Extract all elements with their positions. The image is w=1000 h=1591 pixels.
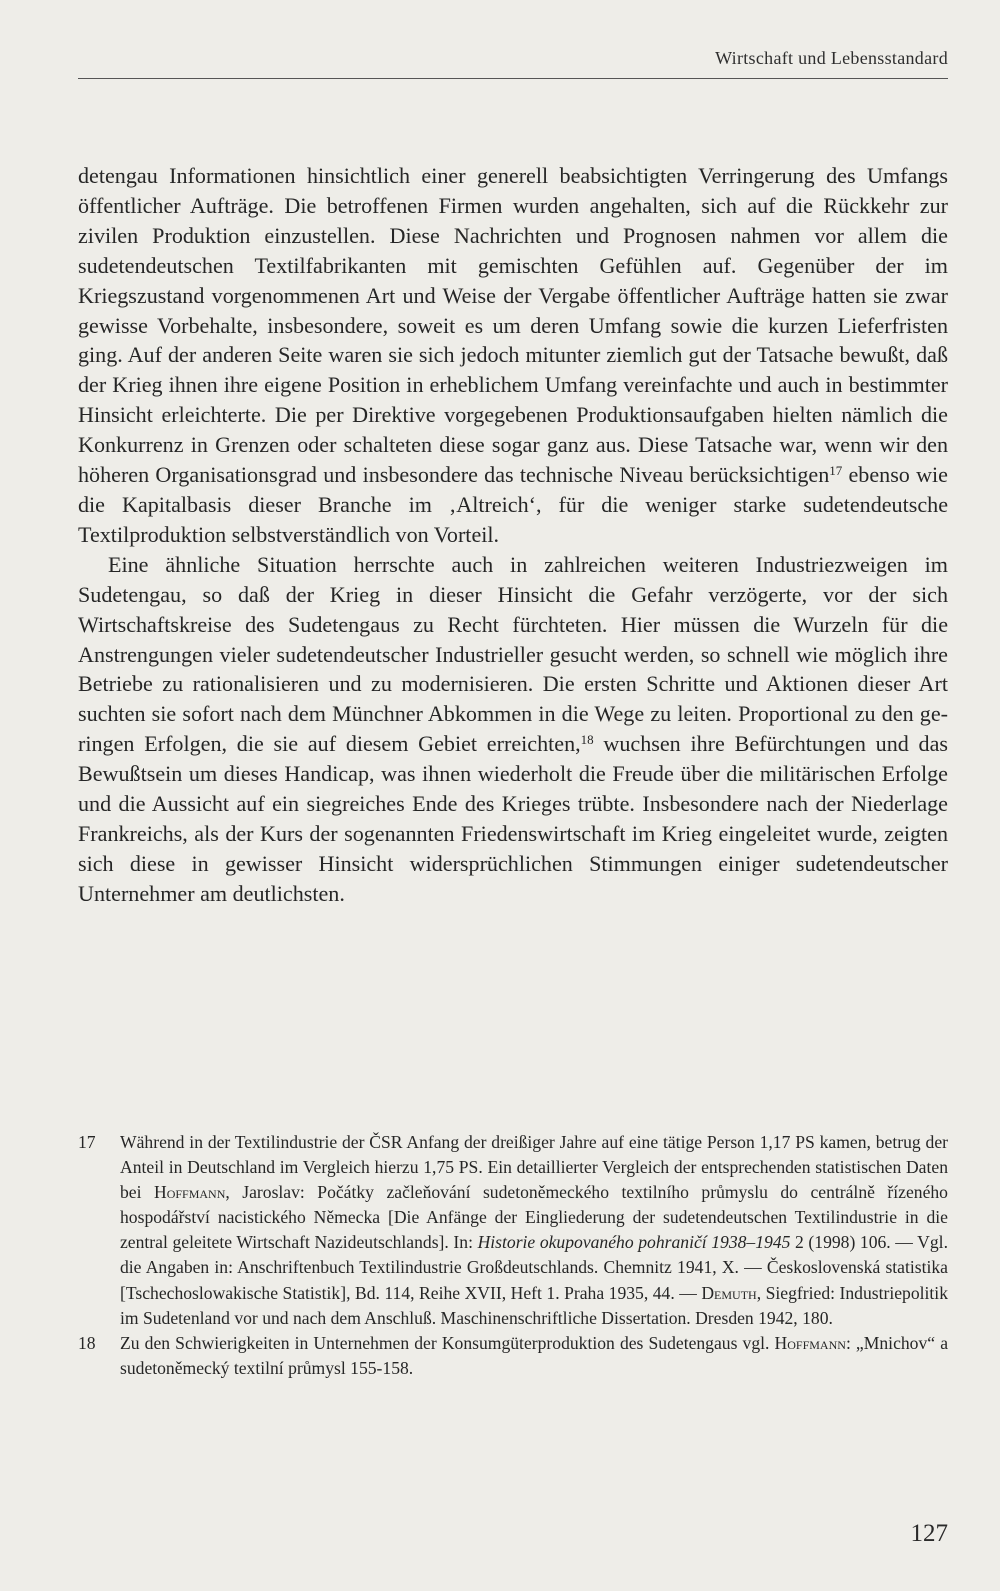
footnote-text: Während in der Textilindustrie der ČSR Anfang der dreißiger Jahre auf eine tätige Person 1,17 PS kamen, betrug der Anteil in Deutschland im Vergleich hierzu 1,75 PS. Ein detaillierter Vergleich der entsprechenden statistischen Daten bei Hoffmann, Jaroslav: Počátky začleňování sudetoněmeckého textilního průmyslu do centrálně řízeného hospodářství nacistického Německa [Die Anfänge der Eingliederung der sudetendeutschen Textilindustrie in die zentral geleitete Wirtschaft Nazideutschlands]. In: Historie okupovaného pohraničí 1938–1945 2 (1998) 106. — Vgl. die Angaben in: Anschriftenbuch Textilindustrie Großdeutschlands. Chemnitz 1941, X. — Československá statistika [Tschechoslowakische Statistik], Bd. 114, Reihe XVII, Heft 1. Praha 1935, 44. — Demuth, Siegfried: Industriepolitik im Sudetenland vor und nach dem Anschluß. Maschinenschriftliche Dissertation. Dresden 1942, 180. — [120, 1132, 948, 1328]
footnotes — [78, 1130, 948, 1381]
footnote-17 — [78, 1130, 948, 1331]
footnote-ref-18[interactable]: 18 — [580, 732, 594, 748]
page-number: 127 — [910, 1520, 948, 1547]
author-name: Demuth — [701, 1282, 757, 1303]
journal-title: Historie okupovaného pohraničí 1938–1945 — [477, 1232, 791, 1253]
paragraph-2: Eine ähnliche Situation herrschte auch in zahlreichen weiteren Industriezweigen im Sudetengau, so daß der Krieg in dieser Hinsicht die Gefahr verzögerte, vor der sich Wirtschaftskreise des Sudetengaus zu Recht fürchteten. Hier müssen die Wurzeln für die Anstrengungen vieler sudetendeutscher Industrieller gesucht werden, so schnell wie möglich ihre Betriebe zu rationalisieren und zu modernisieren. Die ersten Schritte und Aktionen dieser Art suchten sie sofort nach dem Münchner Abkommen in die Wege zu leiten. Proportional zu den geringen Erfolgen, die sie auf diesem Gebiet erreichten,$^{18}$ wuchsen ihre Befürchtungen und das Bewußtsein um dieses Handicap, was ihnen wiederholt die Freude über die militärischen Erfolge und die Aussicht auf ein siegreiches Ende des Krieges trübte. Insbesondere nach der Niederlage Frankreichs, als der Kurs der sogenannten Friedenswirtschaft im Krieg eingeleitet wurde, zeigten sich diese in gewisser Hinsicht widersprüchlichen Stimmungen einiger sudetendeutscher Unternehmer am deutlichsten. — [78, 551, 949, 906]
author-name: Hoffmann — [774, 1332, 846, 1353]
footnote-number: 17 — [78, 1132, 96, 1152]
paragraph-1: detengau Informationen hinsichtlich einer generell beabsichtigten Verringerung des Umfangs öffentlicher Aufträge. Die betroffenen Firmen wurden angehalten, sich auf die Rückkehr zur zivilen Produktion einzustellen. Diese Nachrichten und Prognosen nahmen vor allem die sudetendeutschen Textilfabrikanten mit gemischten Gefühlen auf. Gegenüber der im Kriegszustand vorgenommenen Art und Weise der Vergabe öffentlicher Aufträge hatten sie zwar gewisse Vorbehalte, insbesondere, soweit es um deren Umfang sowie die kurzen Lieferfristen ging. Auf der anderen Seite waren sie sich jedoch mitunter ziemlich gut der Tatsache bewußt, daß der Krieg ihnen ihre eigene Position in erheblichem Umfang vereinfachte und auch in bestimmter Hinsicht erleichterte. Die per Direktive vorgegebenen Produktionsaufgaben hielten nämlich die Konkurrenz in Grenzen oder schalteten diese sogar ganz aus. Diese Tatsache war, wenn wir den höheren Organisationsgrad und insbesondere das technische Niveau berücksichtigen$^{17}$ ebenso wie die Kapitalbasis dieser Branche im ‚Altreich‘, für die weniger starke sudetendeutsche Textilproduktion selbstverständlich von Vorteil. — [78, 163, 948, 547]
footnote-ref-17[interactable]: 17 — [829, 462, 843, 478]
footnote-number: 18 — [78, 1332, 96, 1353]
running-header: Wirtschaft und Lebensstandard — [715, 48, 948, 68]
main-text — [78, 161, 948, 909]
footnote-18 — [78, 1331, 948, 1381]
header-rule — [78, 78, 948, 79]
footnote-text: Zu den Schwierigkeiten in Unternehmen der Konsumgüterproduktion des Sudetengaus vgl. Hoffmann: „Mnichov“ a sudetoněmecký textilní průmysl 155-158. — [120, 1332, 949, 1378]
author-name: Hoffmann — [153, 1182, 226, 1203]
